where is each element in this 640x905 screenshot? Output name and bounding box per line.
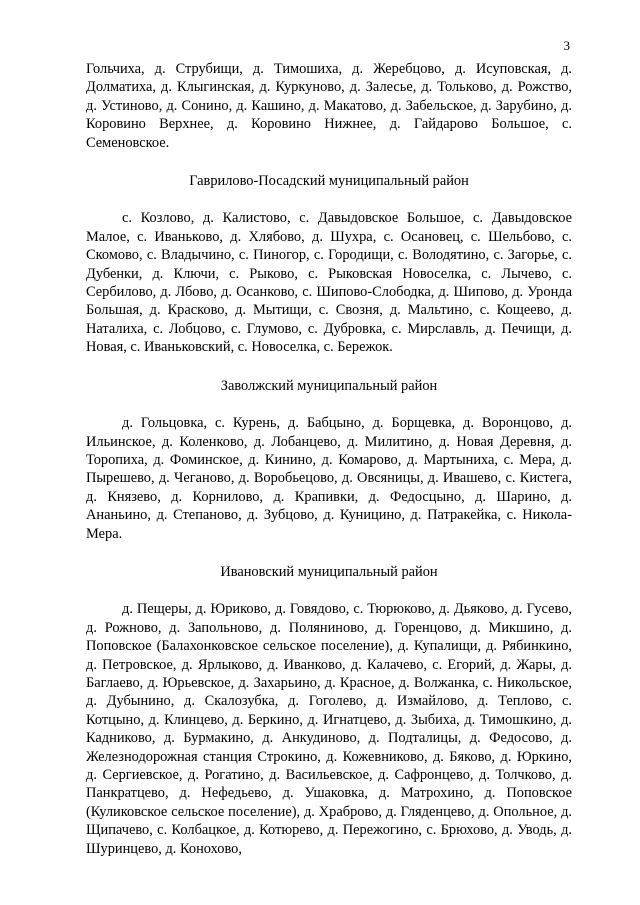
spacer	[86, 395, 572, 414]
section-heading-zavolzhsk: Заволжский муниципальный район	[220, 377, 438, 394]
section-text-gavrilov-posad: с. Козлово, д. Калистово, с. Давыдовское Большое, с. Давыдовское Малое, с. Иваньково, д. Хлябово, д. Шухра, с. Осановец, с. Шельбово, с. Скомово, с. Владычино, с. Пиногор, с. Городищи, с. Володятино, с. Загорье, с. Дубенки, д. Ключи, с. Рыково, с. Рыковская Новоселка, с. Лычево, с. Сербилово, д. Лбово, д. Осанково, с. Шипово-Слободка, д. Шипово, д. Уронда Большая, д. Красково, д. Мытищи, с. Свозня, д. Мальтино, с. Кощеево, д. Наталиха, с. Лобцово, с. Глумово, с. Дубровка, с. Мирславль, д. Печищи, д. Новая, с. Иваньковский, с. Новоселка, с. Бережок.	[86, 210, 572, 356]
section-text-zavolzhsk: д. Гольцовка, с. Курень, д. Бабцыно, д. Борщевка, д. Воронцово, д. Ильинское, д. Коленково, д. Лобанцево, д. Милитино, д. Новая Деревня, д. Торопиха, д. Фоминское, д. Кинино, д. Комарово, д. Мартыниха, с. Мера, д. Пырешево, д. Чеганово, д. Воробьецово, д. Овсяницы, д. Ивашево, с. Кистега, д. Князево, д. Корнилово, д. Крапивки, д. Федосцыно, д. Шарино, д. Ананьино, д. Степаново, д. Зубцово, д. Куницино, д. Патракейка, с. Никола-Мера.	[86, 415, 572, 542]
section-text-ivanovo: д. Пещеры, д. Юриково, д. Говядово, с. Тюрюково, д. Дьяково, д. Гусево, д. Рожново, д. Запольново, д. Поляниново, д. Горенцово, д. Микшино, д. Поповское (Балахонковское сельское поселение), д. Купалищи, д. Рябинкино, д. Петровское, д. Ярлыково, д. Иванково, д. Калачево, с. Егорий, д. Жары, д. Баглаево, д. Юрьевское, д. Захарьино, д. Красное, д. Волжанка, с. Никольское, д. Дубынино, д. Скалозубка, д. Гоголево, д. Измайлово, д. Теплово, с. Котцыно, д. Клинцево, д. Беркино, д. Игнатцево, д. Зыбиха, д. Тимошкино, д. Кадниково, д. Бурмакино, д. Анкудиново, д. Подталицы, д. Федосово, д. Железнодорожная станция Строкино, д. Кожевниково, д. Бяково, д. Юркино, д. Сергиевское, д. Рогатино, д. Васильевское, д. Сафронцево, д. Толчково, д. Панкратцево, д. Нефедьево, д. Ушаковка, д. Матрохино, д. Поповское (Куликовское сельское поселение), д. Храброво, д. Гляденцево, д. Опольное, д. Щипачево, с. Колбацкое, д. Котюрево, д. Пережогино, с. Брюхово, д. Уводь, д. Шуринцево, д. Конохово,	[86, 601, 572, 857]
page-number: 3	[563, 38, 570, 53]
section-heading-gavrilov-posad: Гаврилово-Посадский муниципальный район	[189, 173, 469, 190]
document-body	[86, 60, 572, 858]
spacer	[86, 190, 572, 209]
spacer	[86, 152, 572, 172]
intro-paragraph: Гольчиха, д. Струбищи, д. Тимошиха, д. Жеребцово, д. Исуповская, д. Долматиха, д. Клыгинская, д. Куркуново, д. Залесье, д. Тольково, д. Рожство, д. Устиново, д. Сонино, д. Кашино, д. Макатово, д. Забельское, д. Зарубино, д. Коровино Верхнее, д. Коровино Нижнее, д. Гайдарово Большое, с. Семеновское.	[86, 61, 572, 151]
spacer	[86, 581, 572, 600]
spacer	[86, 543, 572, 563]
section-heading-ivanovo: Ивановский муниципальный район	[220, 563, 438, 580]
spacer	[86, 357, 572, 377]
